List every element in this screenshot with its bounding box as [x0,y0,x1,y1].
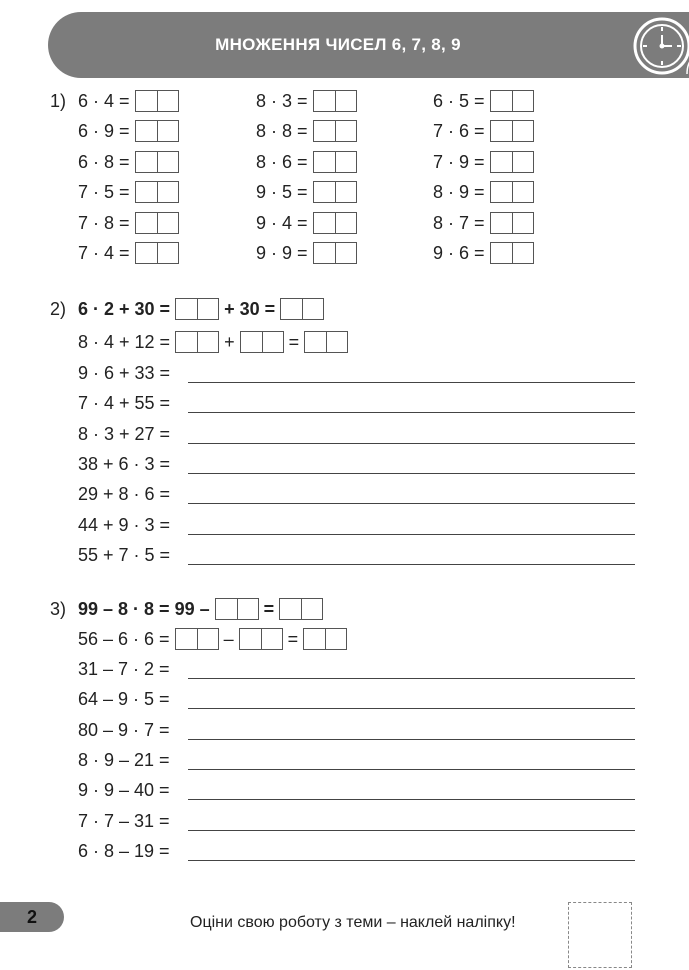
expression: + 30 = [224,298,276,319]
multiplication-item [433,118,534,144]
multiplication-item [78,210,179,236]
expression: 8 · 4 + 12 = [78,331,171,352]
answer-box[interactable] [313,181,357,203]
expression: 99 – 8 · 8 = 99 – [78,598,210,619]
answer-line[interactable] [188,394,635,413]
task-2-number: 2) [50,299,67,319]
answer-box[interactable] [175,628,219,650]
answer-box[interactable] [490,212,534,234]
task-3-guided-row [78,626,347,652]
answer-line[interactable] [188,455,635,474]
operator: = [263,598,275,619]
expression: 9 · 9 – 40 = [78,779,170,800]
expression: 8 · 7 = [433,212,485,233]
equation-row [78,717,635,743]
equation-row [78,838,635,864]
task-2-guided-row [78,329,348,355]
expression: 8 · 6 = [256,151,308,172]
equation-row [78,421,635,447]
equation-row [78,390,635,416]
equation-row [78,808,635,834]
expression: 8 · 3 = [256,90,308,111]
answer-line[interactable] [188,812,635,831]
multiplication-item [78,179,179,205]
answer-box[interactable] [313,120,357,142]
answer-box[interactable] [313,151,357,173]
multiplication-item [433,149,534,175]
clock-icon [632,16,689,76]
equation-row [78,656,635,682]
equation-row [78,686,635,712]
expression: 6 · 8 = [78,151,130,172]
expression: 6 · 2 + 30 = [78,298,171,319]
answer-box[interactable] [304,331,348,353]
answer-line[interactable] [188,516,635,535]
answer-line[interactable] [188,842,635,861]
expression: 44 + 9 · 3 = [78,514,171,535]
multiplication-item [256,88,357,114]
equation-row [78,747,635,773]
expression: 6 · 4 = [78,90,130,111]
answer-box[interactable] [135,90,179,112]
task-3-number: 3) [50,599,67,619]
expression: 29 + 8 · 6 = [78,483,171,504]
answer-box[interactable] [175,331,219,353]
answer-box[interactable] [313,212,357,234]
answer-line[interactable] [188,546,635,565]
answer-box[interactable] [135,151,179,173]
task-2-example-row [78,296,324,322]
expression: 55 + 7 · 5 = [78,544,171,565]
answer-box[interactable] [490,90,534,112]
answer-box[interactable] [215,598,259,620]
expression: 8 · 8 = [256,120,308,141]
answer-box[interactable] [490,120,534,142]
expression: 9 · 6 + 33 = [78,362,171,383]
expression: 7 · 4 + 55 = [78,392,171,413]
expression: 7 · 7 – 31 = [78,810,170,831]
expression: 6 · 9 = [78,120,130,141]
expression: 8 · 3 + 27 = [78,423,171,444]
expression: 9 · 5 = [256,181,308,202]
answer-box[interactable] [303,628,347,650]
person-icon [682,24,689,76]
answer-box[interactable] [135,212,179,234]
expression: 7 · 9 = [433,151,485,172]
multiplication-item [256,149,357,175]
expression: 80 – 9 · 7 = [78,719,170,740]
answer-box[interactable] [280,298,324,320]
answer-box[interactable] [313,90,357,112]
answer-line[interactable] [188,781,635,800]
expression: 6 · 5 = [433,90,485,111]
answer-box[interactable] [135,120,179,142]
multiplication-item [78,240,179,266]
multiplication-item [433,179,534,205]
multiplication-item [256,179,357,205]
answer-box[interactable] [175,298,219,320]
answer-line[interactable] [188,751,635,770]
expression: 7 · 6 = [433,120,485,141]
expression: 9 · 6 = [433,242,485,263]
equation-row [78,451,635,477]
answer-line[interactable] [188,485,635,504]
answer-box[interactable] [490,151,534,173]
answer-box[interactable] [135,242,179,264]
operator: + [224,331,235,352]
answer-line[interactable] [188,690,635,709]
answer-box[interactable] [239,628,283,650]
self-assessment-text: Оціни свою роботу з теми – наклей наліпку! [190,914,516,931]
task-3-example-row [78,596,323,622]
expression: 64 – 9 · 5 = [78,688,170,709]
expression: 6 · 8 – 19 = [78,840,170,861]
multiplication-item [78,88,179,114]
operator: = [288,331,300,352]
expression: 7 · 8 = [78,212,130,233]
multiplication-item [256,240,357,266]
equation-row [78,360,635,386]
answer-box[interactable] [240,331,284,353]
answer-box[interactable] [135,181,179,203]
equation-row [78,481,635,507]
task-1-number: 1) [50,91,67,111]
answer-box[interactable] [313,242,357,264]
operator: – [223,628,234,649]
multiplication-item [433,240,534,266]
expression: 9 · 4 = [256,212,308,233]
expression: 8 · 9 = [433,181,485,202]
multiplication-item [78,149,179,175]
expression: 31 – 7 · 2 = [78,658,170,679]
answer-box[interactable] [279,598,323,620]
multiplication-item [433,210,534,236]
multiplication-item [78,118,179,144]
operator: = [287,628,299,649]
page-number: 2 [0,902,64,932]
answer-line[interactable] [188,425,635,444]
expression: 7 · 5 = [78,181,130,202]
answer-box[interactable] [490,181,534,203]
equation-row [78,777,635,803]
answer-line[interactable] [188,721,635,740]
answer-line[interactable] [188,660,635,679]
expression: 56 – 6 · 6 = [78,628,170,649]
expression: 38 + 6 · 3 = [78,453,171,474]
page-header [48,12,689,78]
multiplication-item [256,210,357,236]
equation-row [78,512,635,538]
sticker-placeholder [568,902,632,968]
multiplication-item [256,118,357,144]
expression: 9 · 9 = [256,242,308,263]
expression: 8 · 9 – 21 = [78,749,170,770]
page-title: МНОЖЕННЯ ЧИСЕЛ 6, 7, 8, 9 [215,35,461,54]
answer-box[interactable] [490,242,534,264]
equation-row [78,542,635,568]
multiplication-item [433,88,534,114]
answer-line[interactable] [188,364,635,383]
expression: 7 · 4 = [78,242,130,263]
